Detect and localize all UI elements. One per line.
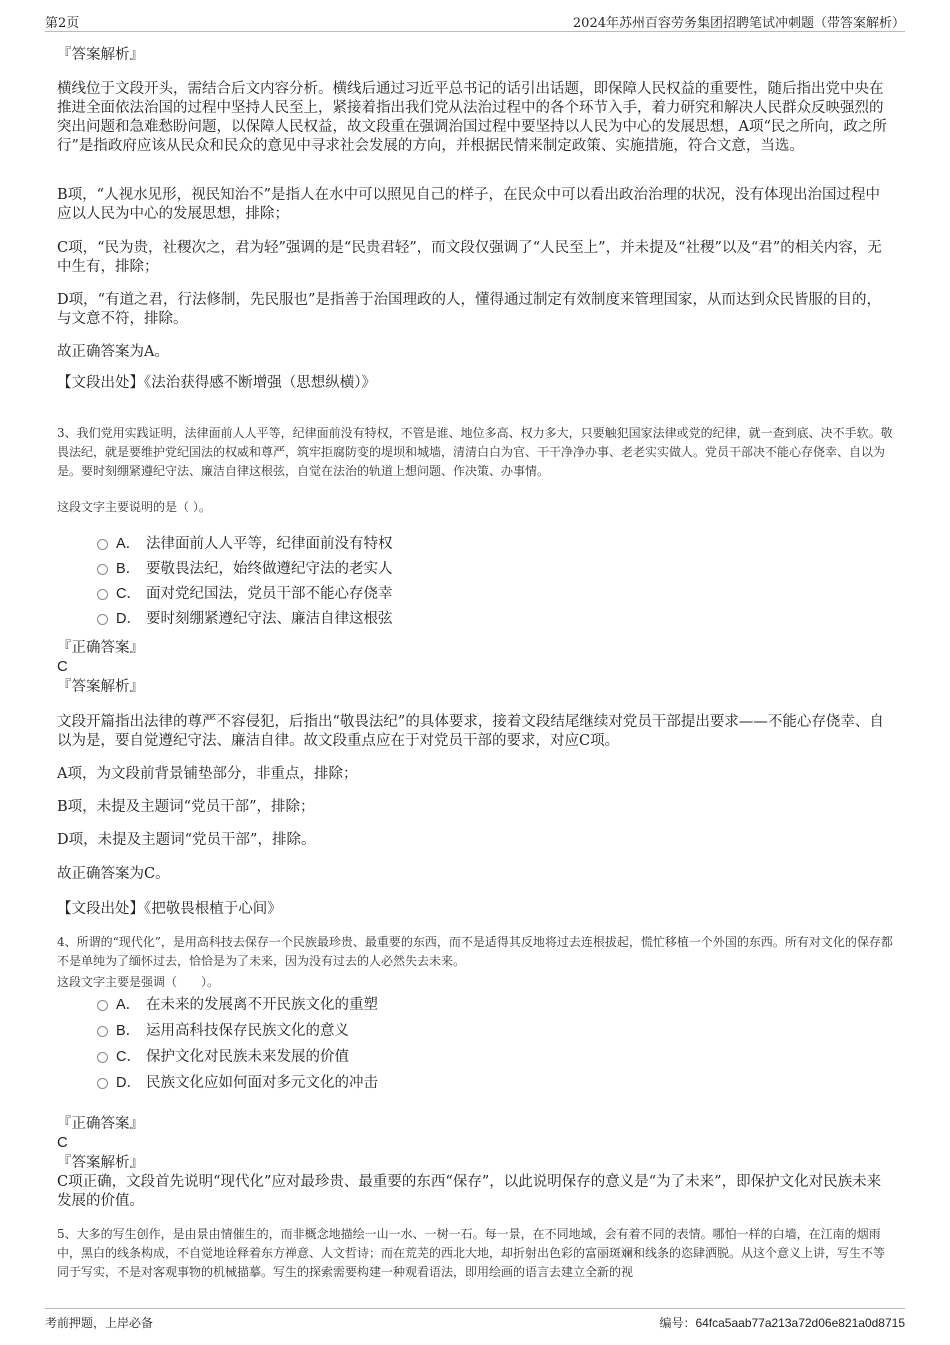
q3-option-d[interactable]: D． 要时刻绷紧遵纪守法、廉洁自律这根弦 bbox=[97, 608, 393, 630]
q2-source: 【文段出处】《法治获得感不断增强（思想纵横）》 bbox=[57, 375, 376, 391]
q3-analysis-para-3: B项，未提及主题词“党员干部”，排除； bbox=[57, 799, 315, 815]
q4-stem: 4、所谓的“现代化”，是用高科技去保存一个民族最珍贵、最重要的东西，而不是适得其反地将过去连根拔起，慌忙移植一个外国的东西。所有对文化的保存都不是单纯为了缅怀过去，恰恰是为了未来，因为没有过去的人必然失去未来。 bbox=[57, 935, 893, 968]
q3-analysis-label: 『答案解析』 bbox=[57, 679, 144, 695]
q3-option-a[interactable]: A． 法律面前人人平等，纪律面前没有特权 bbox=[97, 533, 393, 555]
q3-answer-label: 『正确答案』 bbox=[57, 640, 144, 656]
document-id: 编号：64fca5aab77a213a72d06e821a0d8715 bbox=[659, 1316, 905, 1330]
q3-analysis-para-4: D项，未提及主题词“党员干部”，排除。 bbox=[57, 832, 316, 848]
q3-analysis-para-2: A项，为文段前背景铺垫部分，非重点，排除； bbox=[57, 766, 358, 782]
q2-analysis-para-1: 横线位于文段开头，需结合后文内容分析。横线后通过习近平总书记的话引出话题，即保障人民权益的重要性，随后指出党中央在推进全面依法治国的过程中坚持人民至上，紧接着指出我们党从法治过程中的各个环节入手，着力研究和解决人民群众反映强烈的突出问题和急难愁盼问题，以保障人民权益，故文段重在强调治国过程中要坚持以人民为中心的发展思想，A项“民之所向，政之所行”是指政府应该从民众和民众的意见中寻求社会发展的方向，并根据民情来制定政策、实施措施，符合文意，当选。 bbox=[57, 81, 887, 154]
page-footer bbox=[45, 1308, 905, 1334]
q3-prompt: 这段文字主要说明的是（ ）。 bbox=[57, 500, 211, 514]
q4-option-d[interactable]: D． 民族文化应如何面对多元文化的冲击 bbox=[97, 1072, 378, 1094]
q4-analysis-label: 『答案解析』 bbox=[57, 1155, 144, 1171]
footer-slogan: 考前押题，上岸必备 bbox=[45, 1316, 154, 1330]
q2-analysis-para-3: C项，“民为贵，社稷次之，君为轻”强调的是“民贵君轻”，而文段仅强调了“人民至上”，并未提及“社稷”以及“君”的相关内容，无中生有，排除； bbox=[57, 240, 882, 275]
q2-analysis-label: 『答案解析』 bbox=[57, 47, 144, 63]
q4-analysis: C项正确，文段首先说明“现代化”应对最珍贵、最重要的东西“保存”，以此说明保存的意义是“为了未来”，即保护文化对民族未来发展的价值。 bbox=[57, 1174, 882, 1209]
q4-option-a[interactable]: A． 在未来的发展离不开民族文化的重塑 bbox=[97, 994, 378, 1016]
page-header bbox=[45, 10, 905, 32]
q4-prompt: 这段文字主要是强调（ ）。 bbox=[57, 975, 220, 989]
q3-answer: C bbox=[57, 658, 68, 675]
radio-icon[interactable] bbox=[97, 564, 108, 575]
q3-option-b[interactable]: B． 要敬畏法纪，始终做遵纪守法的老实人 bbox=[97, 558, 393, 580]
q3-source: 【文段出处】《把敬畏根植于心间》 bbox=[57, 901, 282, 917]
q5-stem: 5、大多的写生创作，是由景由情催生的，而非概念地描绘一山一水、一树一石。每一景，在不同地域，会有着不同的表情。哪怕一样的白墙，在江南的烟雨中，黑白的线条构成，不自觉地诠释着东方禅意、人文哲诗；而在荒芜的西北大地，却折射出色彩的富丽斑斓和线条的恣肆洒脱。从这个意义上讲，写生不等同于写实，不是对客观事物的机械描摹。写生的探索需要构建一种观看语法，即用绘画的语言去建立全新的视 bbox=[57, 1227, 886, 1279]
q4-option-b[interactable]: B． 运用高科技保存民族文化的意义 bbox=[97, 1020, 349, 1042]
q3-analysis-para-1: 文段开篇指出法律的尊严不容侵犯，后指出“敬畏法纪”的具体要求，接着文段结尾继续对党员干部提出要求——不能心存侥幸、自以为是，要自觉遵纪守法、廉洁自律。故文段重点应在于对党员干部的要求，对应C项。 bbox=[57, 714, 884, 749]
radio-icon[interactable] bbox=[97, 539, 108, 550]
page-number: 第2页 bbox=[45, 16, 80, 31]
q3-option-c[interactable]: C． 面对党纪国法，党员干部不能心存侥幸 bbox=[97, 583, 393, 605]
radio-icon[interactable] bbox=[97, 1026, 108, 1037]
radio-icon[interactable] bbox=[97, 614, 108, 625]
radio-icon[interactable] bbox=[97, 1000, 108, 1011]
q2-analysis-para-4: D项，“有道之君，行法修制，先民服也”是指善于治国理政的人，懂得通过制定有效制度来管理国家，从而达到众民皆服的目的，与文意不符，排除。 bbox=[57, 292, 881, 327]
document-title: 2024年苏州百容劳务集团招聘笔试冲刺题（带答案解析） bbox=[572, 16, 905, 31]
q4-option-c[interactable]: C． 保护文化对民族未来发展的价值 bbox=[97, 1046, 349, 1068]
q3-answer-conclusion: 故正确答案为C。 bbox=[57, 866, 170, 882]
radio-icon[interactable] bbox=[97, 589, 108, 600]
radio-icon[interactable] bbox=[97, 1052, 108, 1063]
radio-icon[interactable] bbox=[97, 1078, 108, 1089]
q2-answer-conclusion: 故正确答案为A。 bbox=[57, 344, 169, 360]
q4-answer: C bbox=[57, 1134, 68, 1151]
q4-answer-label: 『正确答案』 bbox=[57, 1116, 144, 1132]
q3-stem: 3、我们党用实践证明，法律面前人人平等，纪律面前没有特权，不管是谁、地位多高、权力多大，只要触犯国家法律或党的纪律，就一查到底、决不手软。敬畏法纪，就是要维护党纪国法的权威和尊严，筑牢拒腐防变的堤坝和城墙，清清白白为官、干干净净办事、老老实实做人。党员干部决不能心存侥幸、自以为是。要时刻绷紧遵纪守法、廉洁自律这根弦，自觉在法治的轨道上想问题、作决策、办事情。 bbox=[57, 426, 893, 478]
q2-analysis-para-2: B项，“人视水见形，视民知治不”是指人在水中可以照见自己的样子，在民众中可以看出政治治理的状况，没有体现出治国过程中应以人民为中心的发展思想，排除； bbox=[57, 187, 880, 222]
